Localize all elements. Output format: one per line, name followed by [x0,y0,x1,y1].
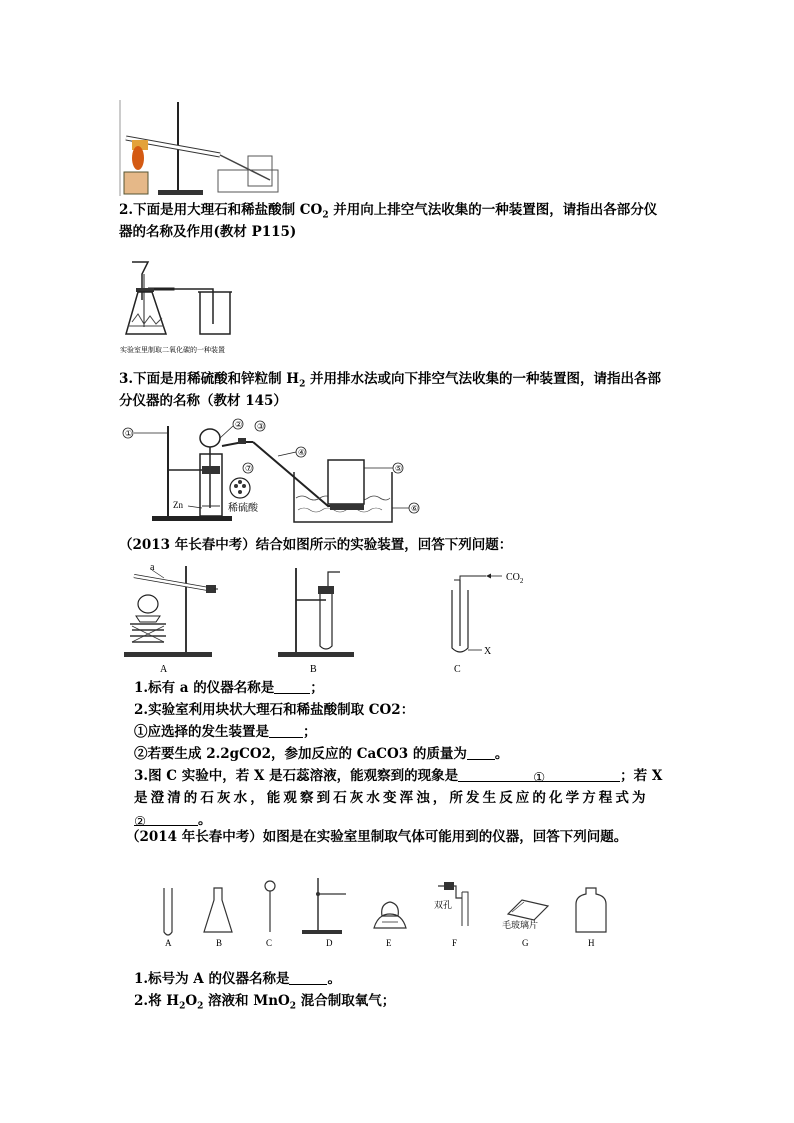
label-5: ⑤ [395,464,403,473]
cc2013-q3-line3: ② 。 [134,812,212,830]
letter-f: F [452,938,458,948]
label-7: ⑦ [245,464,253,473]
label-fig-c: C [454,664,461,675]
label-f-shuangkong: 双孔 [434,900,453,910]
letter-d: D [326,938,333,948]
label-acid: 稀硫酸 [228,503,258,514]
q3-text-line2: 分仪器的名称（教材 145） [119,393,287,409]
label-g-boli: 毛玻璃片 [502,920,539,930]
figure-oxygen-apparatus [120,100,280,196]
letter-h: H [588,938,595,948]
label-co2: $CO_2$ [506,572,524,585]
cc2013-q2-2: ②若要生成 2.2gCO2，参加反应的 CaCO3 的质量为 。 [134,746,509,762]
figure-h2-apparatus [118,416,438,528]
cc2014-q2: 2.将 $H_2O_2$ 溶液和 MnO$_2$ 混合制取氧气； [134,993,396,1012]
label-x: X [484,646,492,657]
cc2014-title: （2014 年长春中考）如图是在实验室里制取气体可能用到的仪器，回答下列问题。 [126,829,628,845]
label-2: ② [235,420,243,429]
cc2014-q1: 1.标号为 A 的仪器名称是 。 [134,971,341,987]
cc2013-q2-1: ①应选择的发生装置是 ； [134,724,317,740]
cc2013-q2: 2.实验室利用块状大理石和稀盐酸制取 CO2： [134,702,415,718]
q2-text-line1: 2.下面是用大理石和稀盐酸制 $CO_2$ 并用向上排空气法收集的一种装置图，请指出各部分仪 [119,202,658,221]
q3-text-line1: 3.下面是用稀硫酸和锌粒制 $H_2$ 并用排水法或向下排空气法收集的一种装置图，请指出各部 [119,371,662,390]
cc2013-q3-line1: 3.图 C 实验中，若 X 是石蕊溶液，能观察到的现象是 ① ；若 X [134,768,663,786]
figure-co2-apparatus [118,252,278,360]
label-fig-b: B [310,664,317,675]
label-a: a [150,562,155,573]
letter-g: G [522,938,529,948]
cc2013-q1: 1.标有 a 的仪器名称是 ； [134,680,324,696]
label-4: ④ [298,448,306,457]
figure-2013-apparatus [118,560,524,676]
letter-e: E [386,938,392,948]
label-zn: Zn [173,500,183,510]
label-1: ① [125,429,133,438]
label-fig-a: A [160,664,168,675]
letter-b: B [216,938,223,948]
cc2013-q3-line2: 是 澄 清 的 石 灰 水 ， 能 观 察 到 石 灰 水 变 浑 浊 ， 所 发 生 反 应 的 化 学 方 程 式 为 [134,790,645,806]
figure-2014-instruments [150,874,630,950]
label-3: ③ [257,422,265,431]
q2-text-line2: 器的名称及作用(教材 P115) [119,224,297,240]
figure-caption: 实验室里制取二氧化碳的一种装置 [120,346,225,354]
cc2013-title: （2013 年长春中考）结合如图所示的实验装置，回答下列问题： [119,537,513,553]
letter-c: C [266,938,273,948]
label-6: ⑥ [411,504,419,513]
letter-a: A [165,938,172,948]
